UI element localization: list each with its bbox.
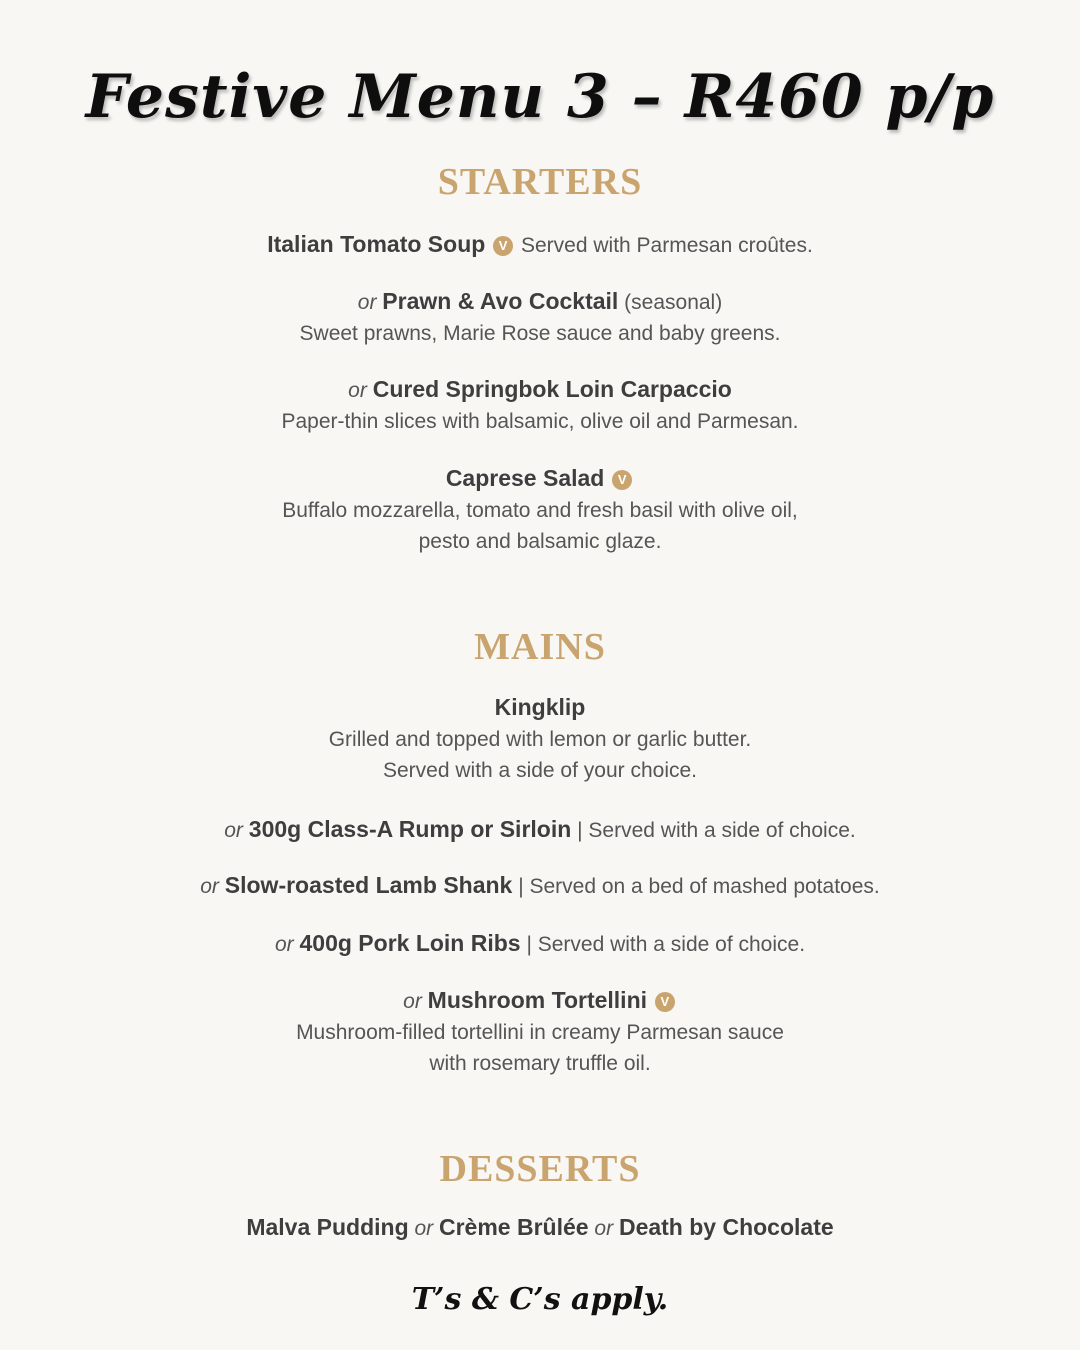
dish-name: Caprese Salad bbox=[445, 465, 605, 491]
or-label: or bbox=[224, 819, 243, 842]
dish-name: Mushroom Tortellini bbox=[427, 987, 648, 1013]
dish-description: | Served on a bed of mashed potatoes. bbox=[518, 875, 880, 898]
or-label: or bbox=[357, 291, 377, 314]
dessert-name: Malva Pudding bbox=[246, 1214, 409, 1240]
main-item-lamb-shank bbox=[0, 870, 1080, 902]
dish-description-line-1: Grilled and topped with lemon or garlic butter. bbox=[328, 728, 752, 751]
vegetarian-icon: V bbox=[655, 992, 675, 1012]
dish-description-line-2: Served with a side of your choice. bbox=[383, 759, 697, 782]
starter-item-springbok-carpaccio bbox=[0, 374, 1080, 437]
mains-heading: MAINS bbox=[474, 626, 606, 668]
starter-item-caprese-salad bbox=[0, 463, 1080, 557]
dish-description-line-2: pesto and balsamic glaze. bbox=[418, 530, 662, 553]
vegetarian-icon: V bbox=[612, 470, 632, 490]
main-item-mushroom-tortellini bbox=[0, 985, 1080, 1079]
dish-name: Prawn & Avo Cocktail bbox=[382, 288, 619, 314]
dish-description: Paper-thin slices with balsamic, olive oil and Parmesan. bbox=[281, 410, 799, 433]
desserts-heading: DESSERTS bbox=[439, 1148, 641, 1190]
dish-name: 400g Pork Loin Ribs bbox=[299, 930, 521, 956]
main-item-rump-sirloin bbox=[0, 814, 1080, 846]
terms-footer: T’s & C’s apply. bbox=[411, 1282, 669, 1317]
dish-name: Kingklip bbox=[494, 694, 586, 720]
dish-description-line-2: with rosemary truffle oil. bbox=[429, 1052, 651, 1075]
or-label: or bbox=[200, 875, 219, 898]
dish-description: | Served with a side of choice. bbox=[577, 819, 856, 842]
or-label: or bbox=[348, 379, 367, 402]
dish-description-line-1: Buffalo mozzarella, tomato and fresh basil with olive oil, bbox=[282, 499, 798, 522]
vegetarian-icon: V bbox=[493, 236, 513, 256]
dessert-items bbox=[0, 1212, 1080, 1244]
dish-name: Cured Springbok Loin Carpaccio bbox=[372, 376, 732, 402]
or-label: or bbox=[403, 990, 422, 1013]
main-item-kingklip bbox=[0, 692, 1080, 786]
starter-item-prawn-cocktail bbox=[0, 286, 1080, 349]
or-label: or bbox=[414, 1217, 434, 1240]
dish-description-line-1: Mushroom-filled tortellini in creamy Parmesan sauce bbox=[296, 1021, 784, 1044]
or-label: or bbox=[274, 933, 294, 956]
dessert-name: Crème Brûlée bbox=[439, 1214, 589, 1240]
dish-name: Slow-roasted Lamb Shank bbox=[224, 872, 513, 898]
main-item-pork-ribs bbox=[0, 928, 1080, 960]
dessert-name: Death by Chocolate bbox=[618, 1214, 834, 1240]
dish-description: Served with Parmesan croûtes. bbox=[520, 234, 813, 257]
starter-item-tomato-soup bbox=[0, 229, 1080, 261]
dish-name: Italian Tomato Soup bbox=[267, 231, 486, 257]
or-label: or bbox=[594, 1217, 614, 1240]
dish-note: (seasonal) bbox=[624, 291, 723, 314]
menu-title: Festive Menu 3 – R460 p/p bbox=[85, 62, 995, 132]
dish-description: Sweet prawns, Marie Rose sauce and baby greens. bbox=[299, 322, 781, 345]
dish-name: 300g Class-A Rump or Sirloin bbox=[248, 816, 572, 842]
dish-description: | Served with a side of choice. bbox=[526, 933, 806, 956]
starters-heading: STARTERS bbox=[437, 161, 643, 203]
